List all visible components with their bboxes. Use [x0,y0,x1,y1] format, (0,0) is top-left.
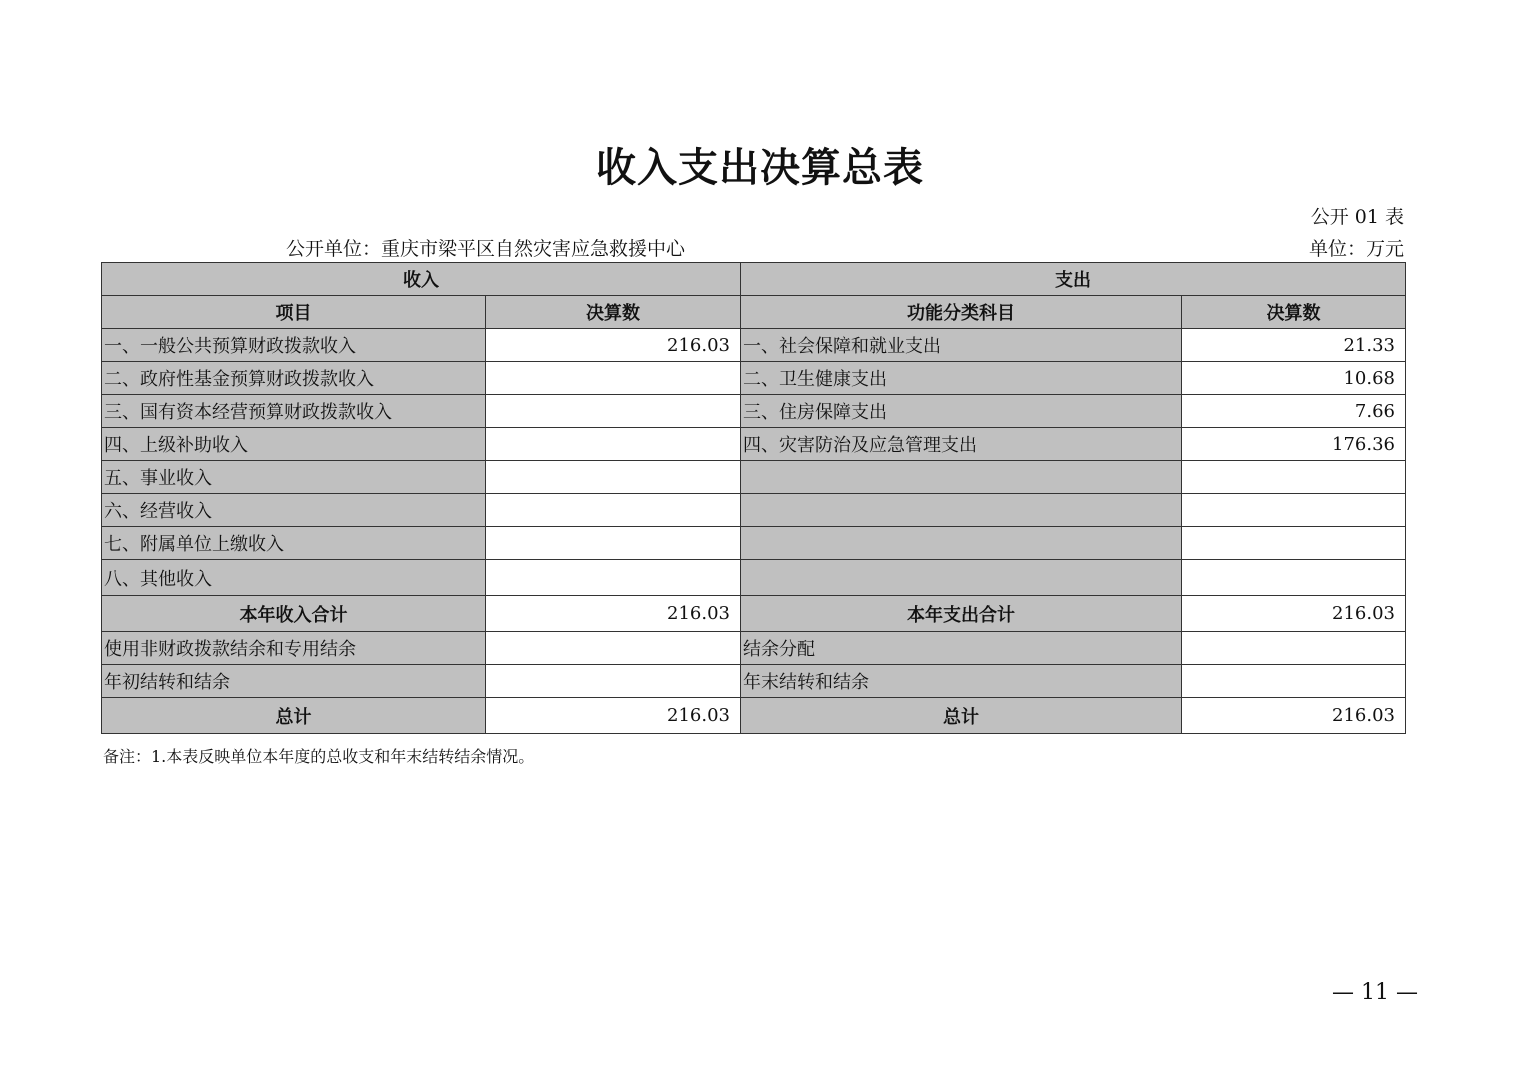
expense-amount-cell [1182,665,1406,698]
income-subtotal-label: 本年收入合计 [102,596,486,632]
expense-item-cell: 四、灾害防治及应急管理支出 [741,428,1182,461]
table-row [102,632,1406,665]
expense-amount-cell: 7.66 [1182,395,1406,428]
table-row [102,527,1406,560]
income-item-cell: 四、上级补助收入 [102,428,486,461]
expense-amount-cell: 21.33 [1182,329,1406,362]
expense-amount-cell [1182,527,1406,560]
income-total-label: 总计 [102,698,486,734]
income-amount-cell [486,395,741,428]
income-amount-column-header: 决算数 [486,296,741,329]
income-amount-cell [486,560,741,596]
income-amount-cell [486,494,741,527]
table-row [102,461,1406,494]
income-amount-cell [486,665,741,698]
expense-item-cell [741,494,1182,527]
expense-subtotal-label: 本年支出合计 [741,596,1182,632]
subtotal-row [102,596,1406,632]
expense-amount-cell: 10.68 [1182,362,1406,395]
expense-amount-cell [1182,461,1406,494]
income-item-cell: 一、一般公共预算财政拨款收入 [102,329,486,362]
income-total-amount: 216.03 [486,698,741,734]
income-item-cell: 使用非财政拨款结余和专用结余 [102,632,486,665]
expense-amount-cell: 176.36 [1182,428,1406,461]
currency-unit: 单位：万元 [1308,238,1404,260]
expense-item-cell: 结余分配 [741,632,1182,665]
income-item-cell: 二、政府性基金预算财政拨款收入 [102,362,486,395]
income-item-cell: 五、事业收入 [102,461,486,494]
table-row [102,428,1406,461]
expense-item-cell: 二、卫生健康支出 [741,362,1182,395]
table-row [102,665,1406,698]
expense-section-header: 支出 [741,263,1406,296]
expense-item-cell [741,461,1182,494]
form-number: 公开 01 表 [1310,206,1404,228]
income-item-column-header: 项目 [102,296,486,329]
expense-item-cell [741,527,1182,560]
expense-item-cell: 一、社会保障和就业支出 [741,329,1182,362]
page-number: — 11 — [1332,980,1418,1005]
footnote: 备注：1.本表反映单位本年度的总收支和年末结转结余情况。 [103,747,535,766]
income-item-cell: 三、国有资本经营预算财政拨款收入 [102,395,486,428]
expense-amount-column-header: 决算数 [1182,296,1406,329]
income-amount-cell: 216.03 [486,329,741,362]
expense-item-cell: 三、住房保障支出 [741,395,1182,428]
expense-total-amount: 216.03 [1182,698,1406,734]
income-amount-cell [486,461,741,494]
table-row [102,329,1406,362]
expense-total-label: 总计 [741,698,1182,734]
table-row [102,362,1406,395]
reporting-unit: 公开单位：重庆市梁平区自然灾害应急救援中心 [286,238,686,260]
expense-amount-cell [1182,632,1406,665]
income-item-cell: 六、经营收入 [102,494,486,527]
expense-item-cell [741,560,1182,596]
income-amount-cell [486,428,741,461]
table-row [102,560,1406,596]
expense-amount-cell [1182,560,1406,596]
expense-amount-cell [1182,494,1406,527]
expense-item-column-header: 功能分类科目 [741,296,1182,329]
table-row [102,395,1406,428]
income-item-cell: 七、附属单位上缴收入 [102,527,486,560]
expense-item-cell: 年末结转和结余 [741,665,1182,698]
expense-subtotal-amount: 216.03 [1182,596,1406,632]
income-item-cell: 年初结转和结余 [102,665,486,698]
income-amount-cell [486,362,741,395]
income-section-header: 收入 [102,263,741,296]
page-title: 收入支出决算总表 [596,144,924,191]
income-subtotal-amount: 216.03 [486,596,741,632]
income-item-cell: 八、其他收入 [102,560,486,596]
table-row [102,494,1406,527]
income-expense-table [101,262,1406,734]
income-amount-cell [486,632,741,665]
income-amount-cell [486,527,741,560]
total-row [102,698,1406,734]
